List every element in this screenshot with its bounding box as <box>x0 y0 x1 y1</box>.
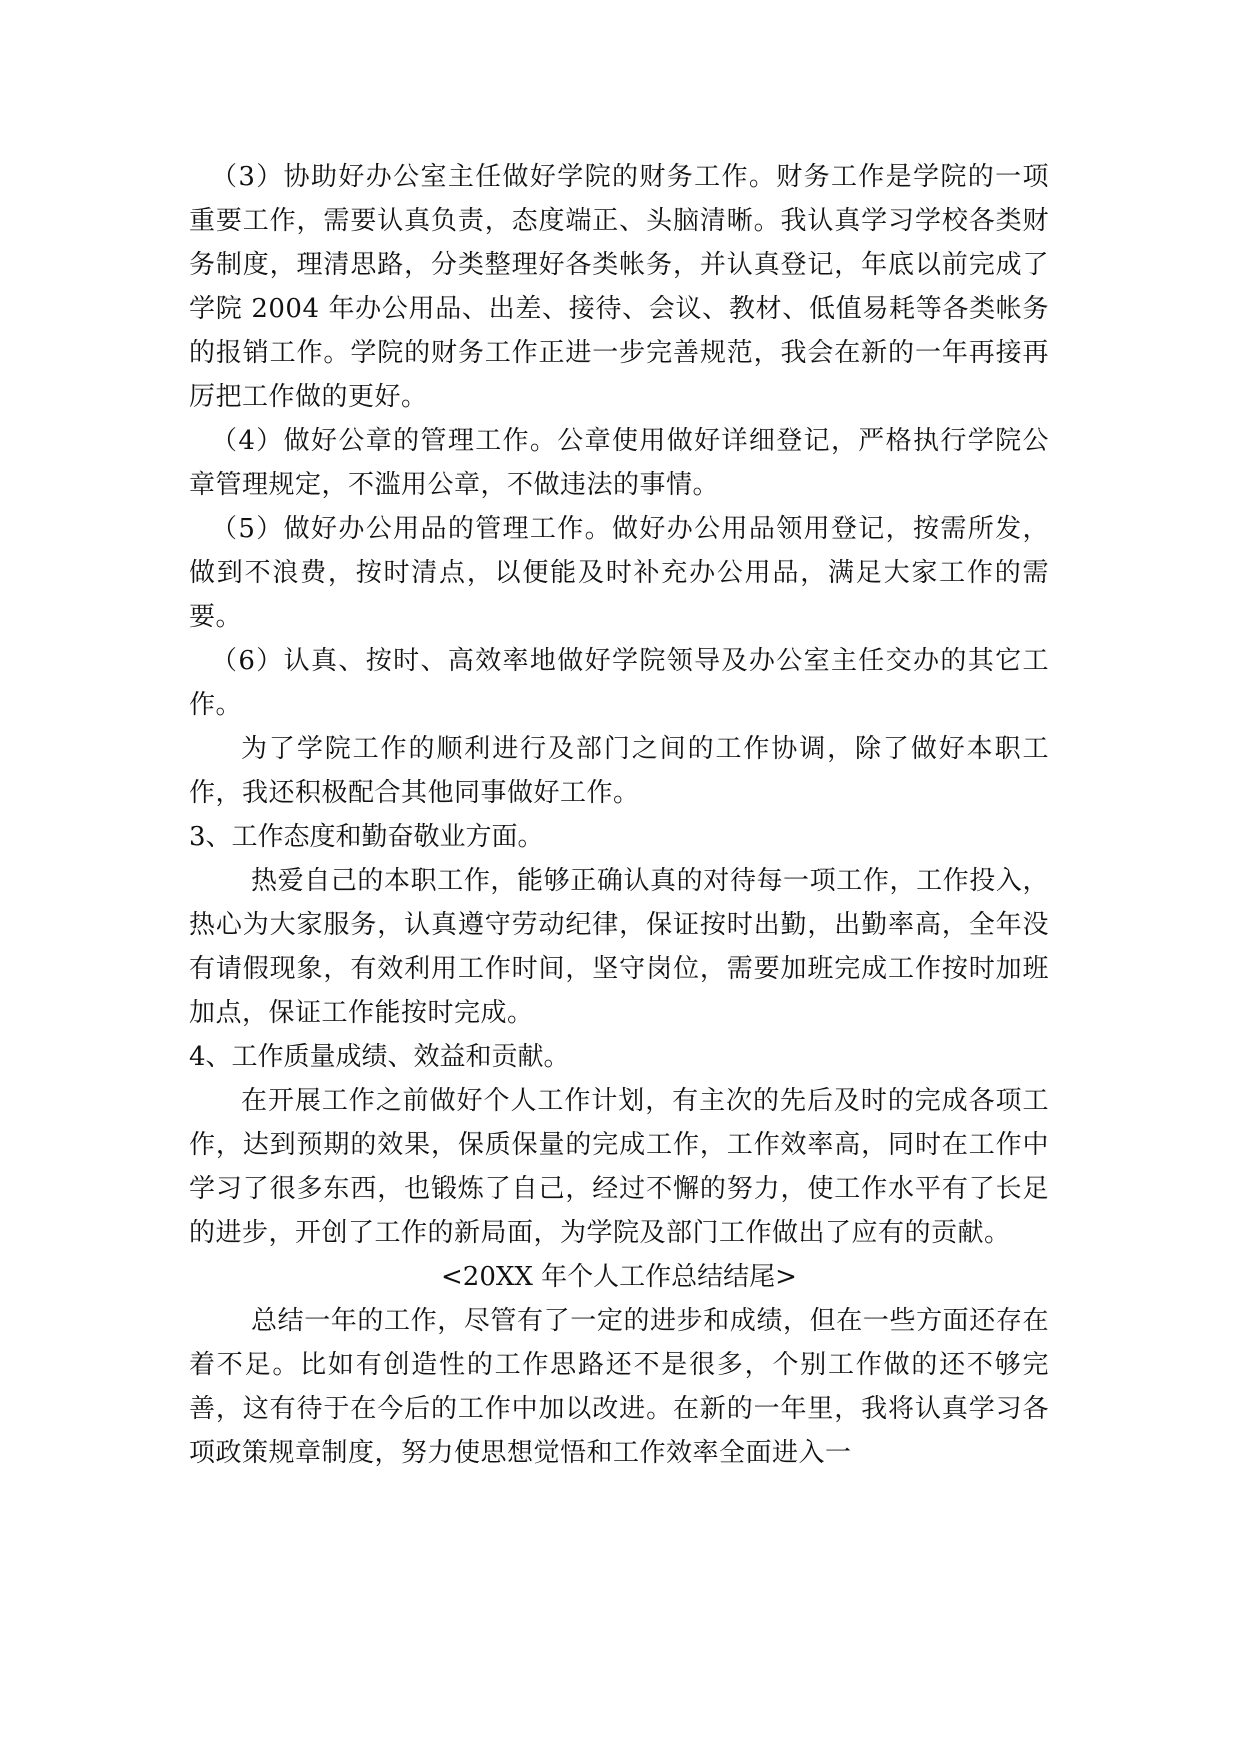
paragraph-quality: 在开展工作之前做好个人工作计划，有主次的先后及时的完成各项工作，达到预期的效果，保质保量的完成工作，工作效率高，同时在工作中学习了很多东西，也锻炼了自己，经过不懈的努力，使工作水平有了长足的进步，开创了工作的新局面，为学院及部门工作做出了应有的贡献。 <box>189 1086 1049 1248</box>
section-heading-quality: 4、工作质量成绩、效益和贡献。 <box>189 1042 570 1072</box>
paragraph-attitude: 热爱自己的本职工作，能够正确认真的对待每一项工作，工作投入，热心为大家服务，认真遵守劳动纪律，保证按时出勤，出勤率高，全年没有请假现象，有效利用工作时间，坚守岗位，需要加班完成工作按时加班加点，保证工作能按时完成。 <box>189 866 1049 1028</box>
paragraph-summary: 总结一年的工作，尽管有了一定的进步和成绩，但在一些方面还存在着不足。比如有创造性的工作思路还不是很多，个别工作做的还不够完善，这有待于在今后的工作中加以改进。在新的一年里，我将认真学习各项政策规章制度，努力使思想觉悟和工作效率全面进入一 <box>189 1306 1049 1468</box>
paragraph-seal-management: （4）做好公章的管理工作。公章使用做好详细登记，严格执行学院公章管理规定，不滥用公章，不做违法的事情。 <box>189 426 1049 500</box>
section-title-ending: <20XX 年个人工作总结结尾> <box>441 1262 797 1292</box>
paragraph-other-tasks: （6）认真、按时、高效率地做好学院领导及办公室主任交办的其它工作。 <box>189 646 1049 720</box>
document-body <box>189 155 1049 1475</box>
section-heading-attitude: 3、工作态度和勤奋敬业方面。 <box>189 822 544 852</box>
paragraph-finance-work: （3）协助好办公室主任做好学院的财务工作。财务工作是学院的一项重要工作，需要认真负责，态度端正、头脑清晰。我认真学习学校各类财务制度，理清思路，分类整理好各类帐务，并认真登记，年底以前完成了学院 2004 年办公用品、出差、接待、会议、教材、低值易耗等各类帐务的报销工作。学院的财务工作正进一步完善规范，我会在新的一年再接再厉把工作做的更好。 <box>189 162 1049 412</box>
paragraph-cooperation: 为了学院工作的顺利进行及部门之间的工作协调，除了做好本职工作，我还积极配合其他同事做好工作。 <box>189 734 1049 808</box>
paragraph-office-supplies: （5）做好办公用品的管理工作。做好办公用品领用登记，按需所发，做到不浪费，按时清点，以便能及时补充办公用品，满足大家工作的需要。 <box>189 514 1049 632</box>
